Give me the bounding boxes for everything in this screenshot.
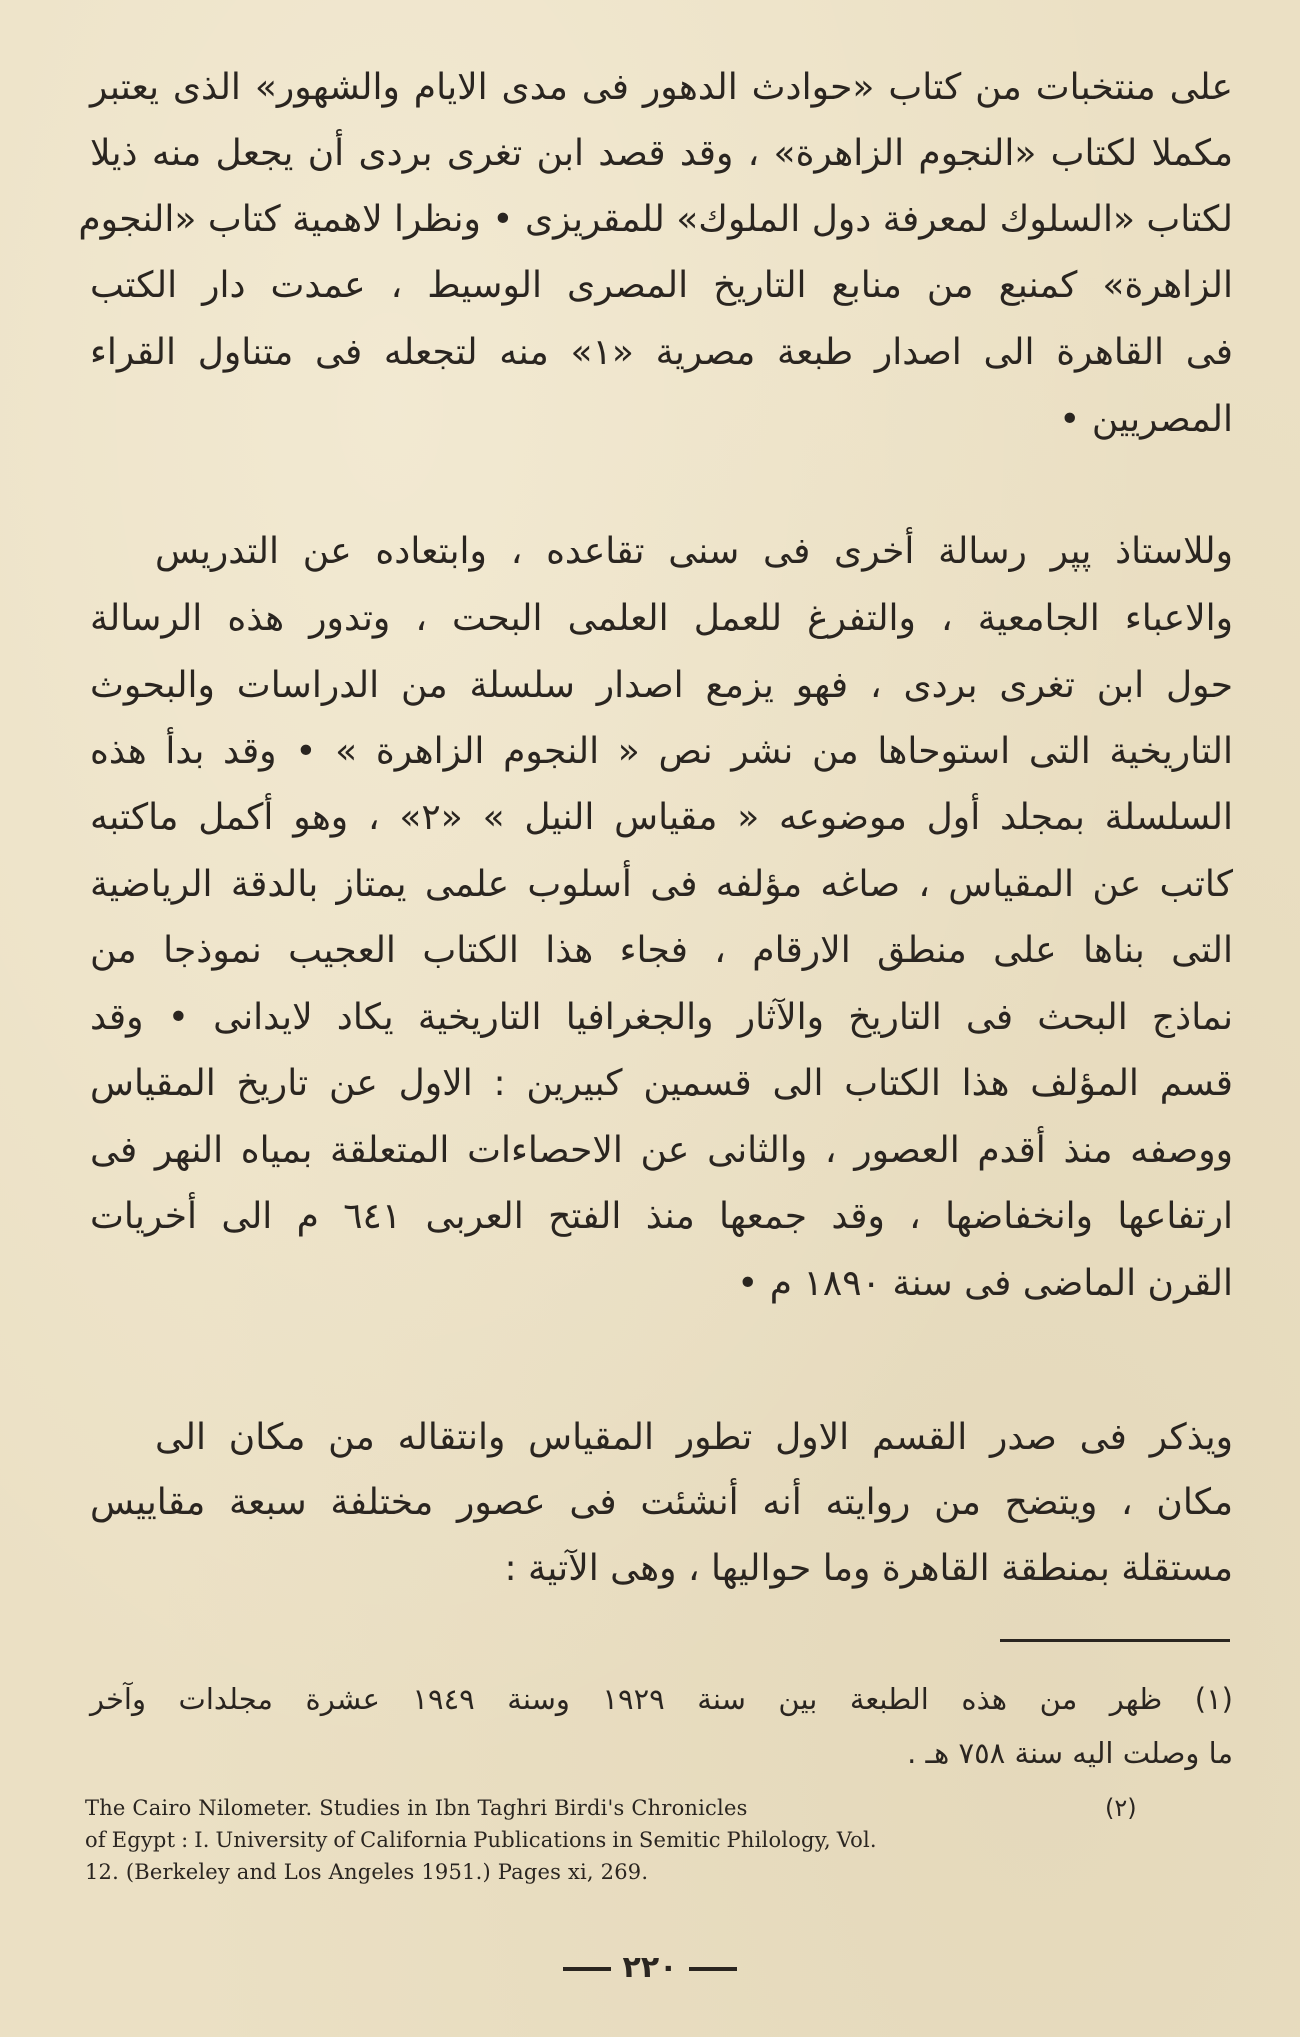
dash-right: [689, 1967, 737, 1971]
page-number-value: ٢٢٠: [622, 1950, 678, 1985]
footnote-line: 12. (Berkeley and Los Angeles 1951.) Pages xi, 269.: [85, 1860, 649, 1884]
text-line: المصريين •: [1059, 399, 1233, 440]
text-line: ووصفه منذ أقدم العصور ، والثانى عن الاحصاءات المتعلقة بمياه النهر فى: [90, 1130, 1233, 1171]
text-line-indented: ويذكر فى صدر القسم الاول تطور المقياس وانتقاله من مكان الى: [155, 1417, 1233, 1458]
text-line: القرن الماضى فى سنة ١٨٩٠ م •: [737, 1263, 1233, 1304]
text-line: التى بناها على منطق الارقام ، فجاء هذا الكتاب العجيب نموذجا من: [90, 930, 1233, 971]
footnote-line: of Egypt : I. University of California Publications in Semitic Philology, Vol.: [85, 1828, 877, 1852]
text-line: السلسلة بمجلد أول موضوعه « مقياس النيل » «٢» ، وهو أكمل ماكتبه: [90, 797, 1233, 838]
footnote-line: The Cairo Nilometer. Studies in Ibn Taghri Birdi's Chronicles: [85, 1796, 748, 1820]
footnote-marker: (٢): [1105, 1794, 1137, 1822]
text-line: كاتب عن المقياس ، صاغه مؤلفه فى أسلوب علمى يمتاز بالدقة الرياضية: [90, 864, 1233, 905]
text-line-indented: وللاستاذ پپر رسالة أخرى فى سنى تقاعده ، وابتعاده عن التدريس: [155, 531, 1233, 572]
page-number: [0, 1948, 1300, 1988]
text-line: حول ابن تغرى بردى ، فهو يزمع اصدار سلسلة من الدراسات والبحوث: [90, 665, 1233, 706]
footnote-line: (١) ظهر من هذه الطبعة بين سنة ١٩٢٩ وسنة ١٩٤٩ عشرة مجلدات وآخر: [90, 1682, 1233, 1716]
footnote-separator: [1000, 1639, 1230, 1642]
text-line: نماذج البحث فى التاريخ والآثار والجغرافيا التاريخية يكاد لايدانى • وقد: [90, 997, 1233, 1038]
footnote-line: ما وصلت اليه سنة ٧٥٨ هـ .: [907, 1736, 1233, 1770]
text-line: مكملا لكتاب «النجوم الزاهرة» ، وقد قصد ابن تغرى بردى أن يجعل منه ذيلا: [90, 133, 1233, 174]
text-line: الزاهرة» كمنبع من منابع التاريخ المصرى الوسيط ، عمدت دار الكتب: [90, 265, 1233, 306]
text-line: والاعباء الجامعية ، والتفرغ للعمل العلمى البحت ، وتدور هذه الرسالة: [90, 598, 1233, 639]
text-line: مستقلة بمنطقة القاهرة وما حواليها ، وهى الآتية :: [504, 1548, 1233, 1589]
text-line: قسم المؤلف هذا الكتاب الى قسمين كبيرين : الاول عن تاريخ المقياس: [90, 1063, 1233, 1104]
text-line: ارتفاعها وانخفاضها ، وقد جمعها منذ الفتح العربى ٦٤١ م الى أخريات: [90, 1196, 1234, 1237]
text-line: فى القاهرة الى اصدار طبعة مصرية «١» منه لتجعله فى متناول القراء: [90, 332, 1233, 373]
text-line: التاريخية التى استوحاها من نشر نص « النجوم الزاهرة » • وقد بدأ هذه: [90, 731, 1233, 772]
text-line: على منتخبات من كتاب «حوادث الدهور فى مدى الايام والشهور» الذى يعتبر: [90, 67, 1233, 108]
dash-left: [563, 1967, 611, 1971]
text-line: لكتاب «السلوك لمعرفة دول الملوك» للمقريزى • ونظرا لاهمية كتاب «النجوم: [78, 199, 1233, 240]
text-line: مكان ، ويتضح من روايته أنه أنشئت فى عصور مختلفة سبعة مقاييس: [90, 1482, 1233, 1523]
